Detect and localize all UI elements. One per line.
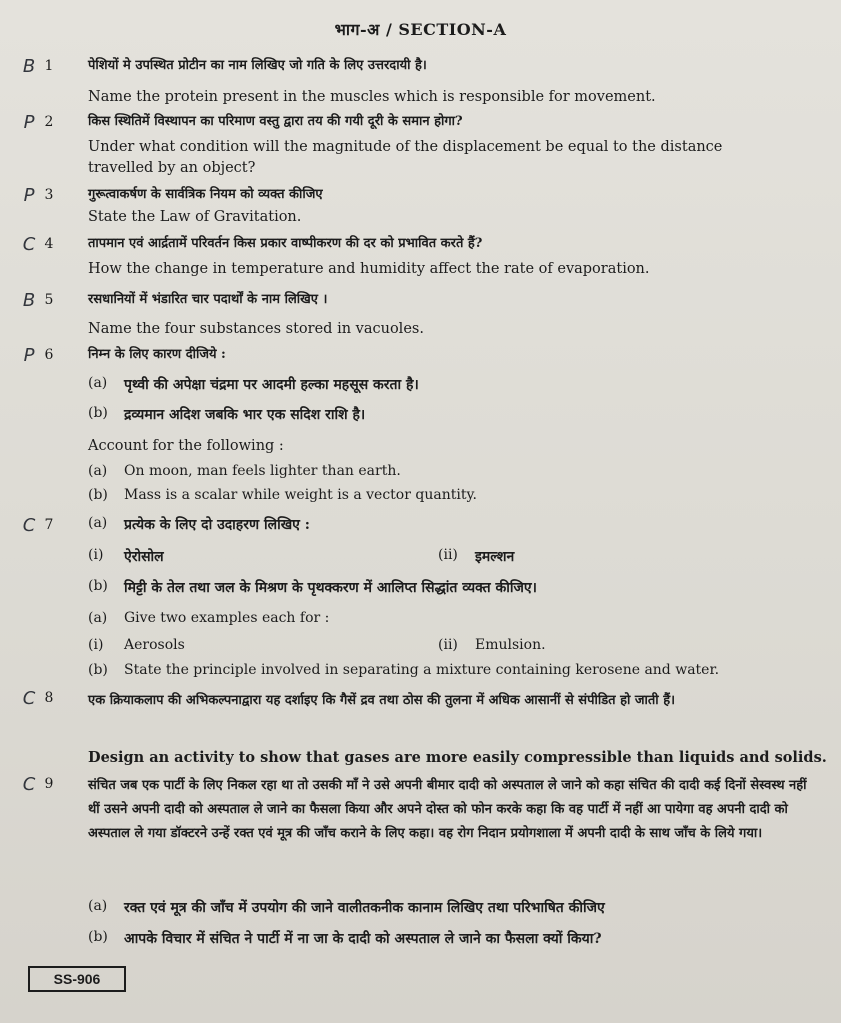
question-english: Name the protein present in the muscles which is responsible for movement. <box>88 89 656 105</box>
question-number: 9 <box>44 776 54 792</box>
question-hindi: तापमान एवं आर्द्रतामें परिवर्तन किस प्रकार वाष्पीकरण की दर को प्रभावित करते हैं? <box>88 236 483 251</box>
question-number: 7 <box>44 517 54 533</box>
sub-label-ii: (ii) <box>438 547 458 563</box>
question-number: 3 <box>44 187 54 203</box>
margin-mark: P <box>23 185 35 206</box>
sub-hindi-a: रक्त एवं मूत्र की जाँच में उपयोग की जाने वालीतकनीक कानाम लिखिए तथा परिभाषित कीजिए <box>124 900 605 916</box>
question-hindi: किस स्थितिमें विस्थापन का परिमाण वस्तु द्वारा तय की गयी दूरी के समान होगा? <box>88 114 463 129</box>
question-hindi: एक क्रियाकलाप की अभिकल्पनाद्वारा यह दर्शाइए कि गैसें द्रव तथा ठोस की तुलना में अधिक आसानीं से संपीडित हो जाती हैं। <box>88 693 676 708</box>
margin-mark: C <box>22 774 36 795</box>
sub-label-i: (i) <box>88 637 104 653</box>
question-hindi: रसधानियों में भंडारित चार पदार्थों के नाम लिखिए । <box>88 292 328 307</box>
sub-label-a: (a) <box>88 463 108 479</box>
sub-label-b: (b) <box>88 405 108 421</box>
question-number: 8 <box>44 690 54 706</box>
section-title: भाग-अ / SECTION-A <box>334 20 507 39</box>
sub-hindi-b: द्रव्यमान अदिश जबकि भार एक सदिश राशि है। <box>124 407 366 423</box>
margin-mark: C <box>22 234 36 255</box>
question-hindi: संचित जब एक पार्टी के लिए निकल रहा था तो उसकी माँ ने उसे अपनी बीमार दादी को अस्पताल ले जाने को कहा संचित की दादी कई दिनों सेस्वस्थ नहीं थीं उसने अपनी दादी को अस्पताल ले जाने का फैसला किया और अपने दोस्त को फोन करके कहा कि वह पार्टी में नहीं आ पायेगा वह अपनी दादी को अस्पताल ले गया डॉक्टरने उन्हें रक्त एवं मूत्र की जाँच कराने के लिए कहा। वह रोग निदान प्रयोगशाला में अपनी दादी के साथ जाँच के लिये गया। <box>88 778 807 841</box>
question-english: How the change in temperature and humidity affect the rate of evaporation. <box>88 261 650 277</box>
sub-label-a: (a) <box>88 898 108 914</box>
question-english: Account for the following : <box>88 438 284 454</box>
margin-mark: P <box>23 112 35 133</box>
question-english: State the Law of Gravitation. <box>88 209 302 225</box>
sub-label-b: (b) <box>88 487 108 503</box>
margin-mark: B <box>22 56 36 77</box>
question-number: 2 <box>44 114 54 130</box>
sub-english-b: Mass is a scalar while weight is a vector quantity. <box>124 487 477 503</box>
question-number: 6 <box>44 347 54 363</box>
margin-mark: C <box>22 688 36 709</box>
sub-label-a: (a) <box>88 610 108 626</box>
margin-mark: P <box>23 345 35 366</box>
question-number: 4 <box>44 236 54 252</box>
sub-label-ii: (ii) <box>438 637 458 653</box>
sub-hindi-b: मिट्टी के तेल तथा जल के मिश्रण के पृथक्करण में आलिप्त सिद्धांत व्यक्त कीजिए। <box>124 580 537 596</box>
sub-label-a: (a) <box>88 375 108 391</box>
sub-label-b: (b) <box>88 662 108 678</box>
question-number: 5 <box>44 292 54 308</box>
sub-hindi-i: ऐरोसोल <box>124 549 164 565</box>
paper-code-box: SS-906 <box>28 966 126 992</box>
sub-label-b: (b) <box>88 929 108 945</box>
question-hindi: पेशियों मे उपस्थित प्रोटीन का नाम लिखिए जो गति के लिए उत्तरदायी है। <box>88 58 427 73</box>
margin-mark: C <box>22 515 36 536</box>
sub-english-i: Aerosols <box>124 637 185 653</box>
question-hindi: निम्न के लिए कारण दीजिये : <box>88 347 226 362</box>
sub-hindi-b: आपके विचार में संचित ने पार्टी में ना जा के दादी को अस्पताल ले जाने का फैसला क्यों किया? <box>124 931 602 947</box>
question-english-line-2: travelled by an object? <box>88 160 256 176</box>
sub-english-b: State the principle involved in separating a mixture containing kerosene and water. <box>124 662 720 678</box>
margin-mark: B <box>22 290 36 311</box>
question-hindi: गुरूत्वाकर्षण के सार्वत्रिक नियम को व्यक्त कीजिए <box>88 187 323 202</box>
sub-english-a: On moon, man feels lighter than earth. <box>124 463 401 479</box>
question-english: Name the four substances stored in vacuoles. <box>88 321 424 337</box>
sub-hindi-a: पृथ्वी की अपेक्षा चंद्रमा पर आदमी हल्का महसूस करता है। <box>124 377 419 393</box>
sub-hindi-ii: इमल्शन <box>475 549 515 565</box>
question-english: Design an activity to show that gases are more easily compressible than liquids and solids. <box>88 749 827 766</box>
sub-hindi-a: प्रत्येक के लिए दो उदाहरण लिखिए : <box>124 517 310 533</box>
sub-label-i: (i) <box>88 547 104 563</box>
question-english-line-1: Under what condition will the magnitude of the displacement be equal to the distance <box>88 139 723 155</box>
sub-english-ii: Emulsion. <box>475 637 546 653</box>
sub-english-a: Give two examples each for : <box>124 610 330 626</box>
sub-label-a: (a) <box>88 515 108 531</box>
question-number: 1 <box>44 58 54 74</box>
sub-label-b: (b) <box>88 578 108 594</box>
